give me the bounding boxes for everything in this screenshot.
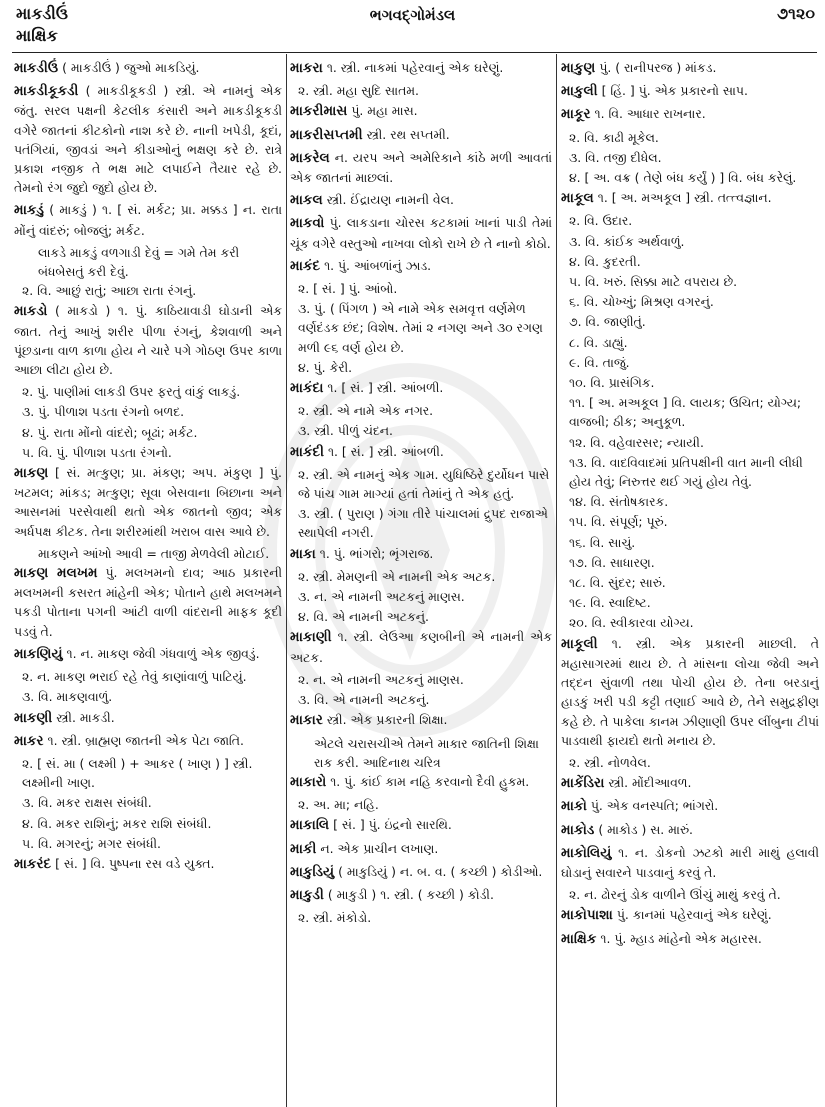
headword: માકાણી <box>290 629 332 646</box>
dictionary-entry <box>14 81 282 197</box>
definition-text: ( માકડો ) ૧. પું. કાઠિયાવાડી ઘોડાની એક જાત. તેનું આખું શરીર પીળા રંગનું, કેશવાળી અને પૂંછડાના વાળ કાળા હોય ને ચારે પગે ગોઠણ ઉપર કાળા આછા લીટા હોય છે. <box>14 303 282 378</box>
headword: માકોડ <box>561 821 595 838</box>
dictionary-entry <box>290 885 552 905</box>
dictionary-entry <box>561 796 819 816</box>
sense-line: ૨. વિ. ઉદાર. <box>569 213 633 229</box>
dictionary-entry <box>14 563 282 641</box>
definition-text: ( માકોડ ) સ. મારું. <box>594 821 693 837</box>
headword: માકી <box>290 840 317 857</box>
sense-line: ૮. વિ. ડાહ્યું. <box>569 334 628 350</box>
definition-text: ૧. [ સં. ] સ્ત્રી. આંબળી. <box>324 443 444 459</box>
definition-text: ૧. [ અ. મઅકૂલ ] સ્ત્રી. તત્ત્વજ્ઞાન. <box>593 190 772 206</box>
definition-text: ૧. સ્ત્રી. લેઉઆ કણબીની એ નામની એક અટક. <box>290 629 552 665</box>
sense-line: ૫. વિ. પું. પીળાશ પડતા રંગનો. <box>22 444 172 460</box>
dictionary-entry <box>14 58 282 78</box>
definition-text: ૧. પું. આંબળાંનું ઝાડ. <box>320 257 432 273</box>
sense-line: ૧૧. [ અ. મઅકૂલ ] વિ. લાયક; ઉચિત; યોગ્ય; વાજબી; ઠીક; અનુકૂળ. <box>569 395 802 430</box>
dictionary-entry <box>561 843 819 882</box>
sense-line: ૧૫. વિ. સંપૂર્ણ; પૂરું. <box>569 514 668 530</box>
headword: માકો <box>561 798 587 815</box>
definition-text: પું. લાકડાના ચોરસ કટકામાં ખાનાં પાડી તેમાં ચૂંક વગેરે વસ્તુઓ નાખવા લોકો રાખે છે તે નાનો કોઠો. <box>290 215 552 251</box>
sense-line: ૨. વિ. આછું રાતું; આછા રાતા રંગનું. <box>22 283 197 299</box>
dictionary-entry <box>290 256 552 276</box>
definition-text: ( માકુડિયું ) ન. બ. વ. ( કચ્છી ) કોડીઓ. <box>334 863 543 879</box>
headword: માકણ <box>14 465 49 482</box>
sense-line: ૩. સ્ત્રી. ( પુરાણ ) ગંગા તીરે પાંચાલમાં દ્રુપદ રાજાએ સ્થાપેલી નગરી. <box>298 506 548 541</box>
definition-text: ૧. વિ. આધાર રાખનાર. <box>590 106 706 122</box>
headword: માકારો <box>290 773 327 790</box>
sense-line: ૨. સ્ત્રી. મંકોડો. <box>298 910 372 926</box>
sense-line: ૨. સ્ત્રી. એ નામે એક નગર. <box>298 403 434 419</box>
header-rule <box>12 52 817 53</box>
sense-line: ૩. ન. એ નામની અટકનું માણસ. <box>298 589 465 605</box>
sense-line: ૧૦. વિ. પ્રાસંગિક. <box>569 375 655 391</box>
definition-text: ૧. સ્ત્રી. એક પ્રકારની માછલી. તે મહાસાગરમાં થાય છે. તે માંસના લોચા જેવી અને તદ્દન સુંવાળી તથા પોચી હોય છે. તેના બરડાનું હાડકું ખરી પડી કટ્ટી તણાઈ આવે છે, તેને સમુદ્રફીણ કહે છે. તે પાકેલા કાનમ ઝીણાણી ઉપર લીંબુના ટીપાં પાડવાથી ફાયદો થતો મનાય છે. <box>561 635 819 748</box>
definition-text: પું. કાનમાં પહેરવાનું એક ઘરેણું. <box>612 907 772 923</box>
sense-line: ૨. ન. ઢોરનું ડોક વાળીને ઊંચું માથું કરવું તે. <box>569 887 781 903</box>
sense-line: ૪. વિ. કુદરતી. <box>569 253 641 269</box>
headword: માકરા <box>290 60 323 76</box>
definition-text: ન. યરપ અને અમેરિકાને કાંઠે મળી આવતાં એક જાતનાં માછલાં. <box>290 149 552 186</box>
sense-line: ૨. સ્ત્રી. નોળવેલ. <box>569 754 651 770</box>
definition-text: સ્ત્રી. માકડી. <box>52 709 115 725</box>
sense-line: ૩. વિ. માકણવાળું. <box>22 689 113 705</box>
dictionary-entry <box>561 188 819 208</box>
sense-line: ૩. વિ. એ નામની અટકનું. <box>298 692 430 708</box>
sense-line: ૨. સ્ત્રી. મેમણની એ નામની એક અટક. <box>298 568 496 584</box>
dictionary-entry <box>290 378 552 398</box>
definition-text: સ્ત્રી. એક પ્રકારની શિક્ષા. <box>322 712 448 728</box>
dictionary-entry <box>561 58 819 78</box>
sense-line: ૪. પું. કેરી. <box>298 359 353 375</box>
dictionary-entry <box>290 58 552 78</box>
dictionary-entry <box>290 213 552 252</box>
definition-text: [ સં. ] વિ. પુષ્પના રસ વડે યુક્ત. <box>51 855 215 871</box>
column-3 <box>561 58 819 1105</box>
headword: માકડું <box>14 202 44 219</box>
definition-text: [ હિં. ] પું. એક પ્રકારનો સાપ. <box>597 83 748 99</box>
dictionary-entry <box>14 463 282 541</box>
headword: માકંદા <box>290 380 324 397</box>
dictionary-entry <box>290 862 552 882</box>
headword: માકર <box>14 732 44 749</box>
sense-line: ૨. અ. મા; નહિ. <box>298 797 379 813</box>
dictionary-entry <box>14 301 282 379</box>
definition-text: ( માકડીઉં ) જુઓ માકડિયું. <box>58 60 200 75</box>
definition-text: પું. એક વનસ્પતિ; ભાંગરો. <box>586 798 719 814</box>
column-divider-1 <box>286 54 287 1107</box>
idiom-line: લાકડે માકડું વળગાડી દેવું = ગમે તેમ કરી બંધબેસતું કરી દેવું. <box>38 244 240 280</box>
headword: માકોલિયું <box>561 844 612 861</box>
dictionary-entry <box>290 839 552 859</box>
sense-line: ૩. પું. પીળાશ પડતા રંગનો બળદ. <box>22 404 185 420</box>
sense-line: ૨. ન. માકણ ભરાઈ રહે તેવું કાણાંવાળું પાટિયું. <box>22 669 247 685</box>
sense-line: ૩. વિ. તજી દીધેલ. <box>569 149 662 165</box>
sense-line: ૬. વિ. ચોખ્ખું; મિશ્રણ વગરનું. <box>569 294 714 310</box>
definition-text: ૧. ન. માકણ જેવી ગંધવાળું એક જીવડું. <box>62 645 260 661</box>
dictionary-entry <box>561 773 819 793</box>
dictionary-entry <box>290 815 552 835</box>
sense-line: ૪. વિ. એ નામની અટકનું. <box>298 609 429 625</box>
sense-line: ૧૪. વિ. સંતોષકારક. <box>569 494 669 510</box>
book-title: ભગવદ્ગોમંડલ <box>369 6 456 24</box>
headword: માકડો <box>14 303 48 320</box>
headword: માકરીસપ્તમી <box>290 126 363 143</box>
sense-line: ૨૦. વિ. સ્વીકારવા યોગ્ય. <box>569 615 694 631</box>
definition-text: ૧. પું. કાંઈ કામ નહિ કરવાનો દૈવી હુકમ. <box>326 773 530 789</box>
definition-text: પું. મલખમનો દાવ; આઠ પ્રકારની મલખમની કસરત માંહેની એક; પોતાને હાથે મલખમને પકડી પોતાના પગની આંટી વાળી વાંદરાની માફક કૂદી પડવું તે. <box>14 565 282 639</box>
dictionary-entry <box>290 101 552 121</box>
column-divider-2 <box>556 54 557 1107</box>
column-1 <box>14 58 282 1105</box>
dictionary-entry <box>290 772 552 792</box>
dictionary-entry <box>14 731 282 751</box>
dictionary-entry <box>290 125 552 145</box>
headword: માકુડિયું <box>290 863 335 880</box>
sense-line: ૨. સ્ત્રી. એ નામનું એક ગામ. યુધિષ્ઠિરે દુર્યોધન પાસે જે પાંચ ગામ માગ્યાં હતાં તેમાંનું તે એક હતું. <box>298 466 550 502</box>
dictionary-entry <box>290 442 552 462</box>
idiom-line: એટલે ચરાસચીએ તેમને માકાર જાતિની શિક્ષા રાક કરી. આદિનાથ ચરિત્ર <box>314 735 539 770</box>
sense-line: ૨. સ્ત્રી. મહા સુદિ સાતમ. <box>298 83 419 99</box>
headword: માકણી <box>14 709 53 726</box>
sense-line: ૩. વિ. મકર રાક્ષસ સંબંધી. <box>22 795 152 811</box>
headword: માકંદ <box>290 257 321 274</box>
headword: માકાલિ <box>290 817 330 834</box>
headword: માકૂર <box>561 106 591 123</box>
sense-line: ૧૭. વિ. સાધારણ. <box>569 554 655 570</box>
dictionary-entry <box>290 710 552 730</box>
headword: માકરીમાસ <box>290 103 348 120</box>
headword: માકુણ <box>561 60 596 76</box>
definition-text: પું. મહા માસ. <box>347 103 418 119</box>
sense-line: ૩. વિ. કાંઈક અર્થવાળું. <box>569 233 685 249</box>
dictionary-entry <box>561 81 819 101</box>
dictionary-entry <box>290 544 552 564</box>
headword: માક્ષિક <box>561 930 597 947</box>
dictionary-entry <box>561 104 819 124</box>
definition-text: પું. ( રાનીપરજ ) માંકડ. <box>595 60 717 75</box>
definition-text: ( માકડીકૂકડી ) સ્ત્રી. એ નામનું એક જંતુ. સરલ પક્ષની કેટલીક કંસારી અને માકડીકૂકડી વગેરે જાતનાં કીટકોનો નાશ કરે છે. નાની ખપેડી, કૂદાં, પતંગિયાં, જીવડાં અને કીડાઓનું ભક્ષણ કરે છે. રાત્રે પ્રકાશ નજીક તે ભક્ષ માટે લપાઈને તૈયાર રહે છે. તેમનો રંગ જુદો જુદો હોય છે. <box>14 83 282 196</box>
dictionary-entry <box>561 905 819 925</box>
headword: માકુલી <box>561 83 598 100</box>
sense-line: ૨. ન. એ નામની અટકનું માણસ. <box>298 671 464 687</box>
dictionary-entry <box>561 820 819 840</box>
sense-line: ૯. વિ. તાજું. <box>569 354 630 370</box>
headword: માકા <box>290 545 316 562</box>
sense-line: ૨. વિ. કાઢી મૂકેલ. <box>569 129 659 145</box>
dictionary-entry <box>14 854 282 874</box>
headword: માકડીકૂકડી <box>14 83 79 100</box>
definition-text: ન. એક પ્રાચીન લખાણ. <box>316 840 439 856</box>
sense-line: ૪. પું. રાતા મોંનો વાંદરો; બૂઢાં; મર્કટ. <box>22 424 198 440</box>
sense-line: ૫. વિ. ખરું. સિક્કા માટે વપરાય છે. <box>569 274 738 290</box>
dictionary-entry <box>14 708 282 728</box>
sense-line: ૧૨. વિ. વહેવારસર; ન્યાયી. <box>569 434 704 450</box>
dictionary-entry <box>290 148 552 187</box>
headword: માકૂલ <box>561 190 594 207</box>
sense-line: ૧૩. વિ. વાદવિવાદમાં પ્રતિપક્ષીની વાત માની લીધી હોય તેવું; નિરુત્તર થઈ ગયું હોય તેવું. <box>569 454 803 490</box>
idiom-line: માકણને આંખો આવી = તાજી મેળવેલી મોટાઈ. <box>38 545 270 561</box>
dictionary-entry <box>14 644 282 664</box>
sense-line: ૨. [ સં. ] પું. આંબો. <box>298 281 398 297</box>
headword: માકુડી <box>290 886 324 903</box>
definition-text: ૧. સ્ત્રી. બ્રાહ્મણ જાતની એક પેટા જાતિ. <box>43 732 244 748</box>
sense-line: ૨. [ સં. મા ( લક્ષ્મી ) + આકર ( ખાણ ) ] સ્ત્રી. લક્ષ્મીની ખાણ. <box>22 755 253 791</box>
definition-text: [ સં. ] પું. ઇંદ્રનો સારથિ. <box>329 817 452 833</box>
definition-text: ૧. પું. ભાંગરો; ભૃંગરાજ. <box>315 545 434 561</box>
headword: માકણિયું <box>14 645 63 662</box>
sense-line: ૧૬. વિ. સાચું. <box>569 534 636 550</box>
headword: માકલ <box>290 192 323 209</box>
definition-text: ૧. ન. ડોકનો ઝટકો મારી માથું હલાવી ઘોડાનું સવારને પાડવાનું કરવું તે. <box>561 844 819 880</box>
page-header <box>0 0 825 58</box>
definition-text: સ્ત્રી. મોંદીઆવળ. <box>604 775 692 791</box>
definition-text: ૧. [ સં. ] સ્ત્રી. આંબળી. <box>323 380 444 396</box>
headword: માકરેલ <box>290 149 330 166</box>
dictionary-entry <box>561 929 819 949</box>
headword: માકરંદ <box>14 855 52 872</box>
definition-text: [ સં. મત્કુણ; પ્રા. મંકણ; અપ. મંકુણ ] પું. ખટમલ; માંકડ; મત્કુણ; સૂવા બેસવાના બિછાના અને આસનમાં પરસેવાથી થતો એક જાતનો જીવ; એક અર્ધપક્ષ કીટક. તેના શરીરમાંથી ખરાબ વાસ આવે છે. <box>14 465 282 539</box>
definition-text: ( માકુડી ) ૧. સ્ત્રી. ( કચ્છી ) કોડી. <box>323 886 494 902</box>
sense-line: ૧૮. વિ. સુંદર; સારું. <box>569 575 666 591</box>
headword: માકડીઉં <box>14 60 59 76</box>
column-2 <box>290 58 552 1105</box>
headword: માકેંડિરા <box>561 775 605 792</box>
headword: માકાર <box>290 712 323 729</box>
sense-line: ૧૯. વિ. સ્વાદિષ્ટ. <box>569 595 651 611</box>
page-number: ૭૧૨૦ <box>777 4 815 23</box>
definition-text: ( માકડું ) ૧. [ સં. મર્કટ; પ્રા. મક્કડ ] ન. રાતા મોંનું વાંદરું; બોજલું; મર્કટ. <box>14 202 282 238</box>
dictionary-entry <box>561 634 819 750</box>
definition-text: સ્ત્રી. રથ સપ્તમી. <box>362 126 450 142</box>
headword: માકૂલી <box>561 635 598 652</box>
dictionary-entry <box>290 190 552 210</box>
sense-line: ૩. સ્ત્રી. પીળું ચંદન. <box>298 423 393 439</box>
headword: માકણ મલખમ <box>14 565 98 582</box>
sense-line: ૫. વિ. મગરનું; મગર સંબંધી. <box>22 835 161 851</box>
sense-line: ૪. [ અ. વક્ર ( તેણે બંધ કર્યું ) ] વિ. બંધ કરેલું. <box>569 170 797 186</box>
sense-line: ૭. વિ. જાણીતું. <box>569 314 646 330</box>
dictionary-entry <box>290 627 552 666</box>
dictionary-entry <box>14 200 282 239</box>
definition-text: ૧. પું. મ્હાડ માંહેનો એક મહારસ. <box>596 930 762 946</box>
headword: માકવો <box>290 215 325 232</box>
sense-line: ૩. પું. ( પિંગળ ) એ નામે એક સમવૃત્ત વર્ણમેળ વર્ણદંડક છંદ; વિશેષ. તેમાં ૨ નગણ અને ૩૦ રગણ મળી ૯૬ વર્ણ હોય છે. <box>298 301 543 355</box>
last-headword-guide: માક્ષિક <box>16 26 58 45</box>
sense-line: ૨. પું. પાણીમાં લાકડી ઉપર ફરતું વાંકું લાકડું. <box>22 384 241 400</box>
first-headword-guide: માકડીઉં <box>16 4 68 23</box>
definition-text: સ્ત્રી. ઈંદ્રાયણ નામની વેલ. <box>322 192 454 208</box>
headword: માકોપાશા <box>561 907 613 924</box>
sense-line: ૪. વિ. મકર રાશિનું; મકર રાશિ સંબંધી. <box>22 815 212 831</box>
definition-text: ૧. સ્ત્રી. નાકમાં પહેરવાનું એક ઘરેણું. <box>322 60 504 75</box>
headword: માકંદી <box>290 443 325 460</box>
